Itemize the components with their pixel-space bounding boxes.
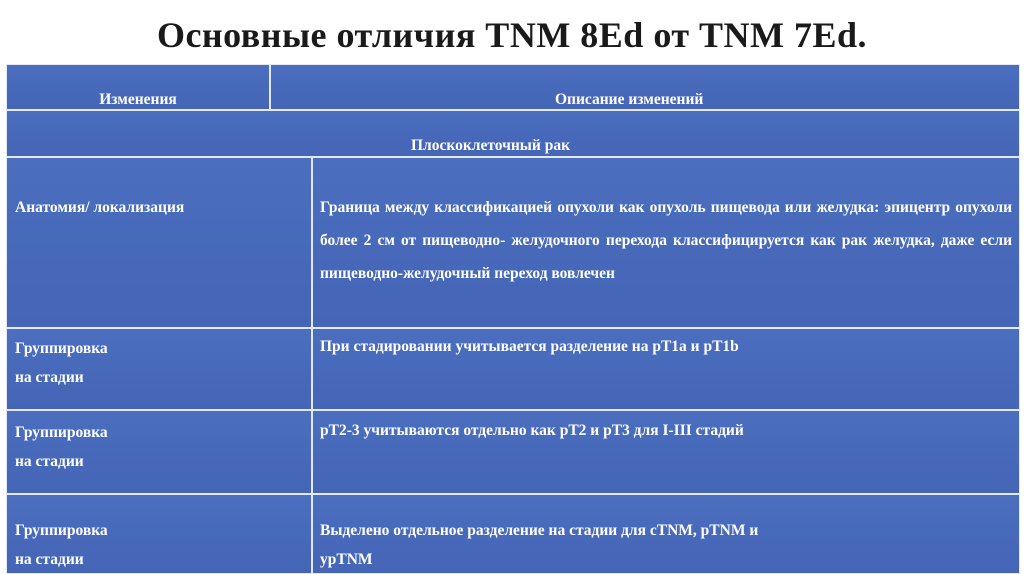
table-row-3-description-cell <box>312 410 1020 494</box>
header-cell-changes <box>6 64 270 110</box>
row-3-change-label <box>15 418 108 476</box>
row-2-description: При стадировании учитывается разделение на pT1a и pT1b <box>320 338 739 355</box>
table-row-2-change-cell <box>6 328 312 410</box>
row-3-description: pT2-3 учитываются отдельно как pT2 и pT3 для I-III стадий <box>320 422 744 439</box>
row-4-description <box>320 516 758 574</box>
row-1-description-text: Граница между классификацией опухоли как опухоль пищевода или желудка: эпицентр опухоли более 2 см от пищеводно- желудочного перехода классифицируется как рак желудка, даже если пищеводно-желудочный переход вовлечен <box>320 199 1012 282</box>
table-row-4-description-cell <box>312 494 1020 574</box>
header-description-label: Описание изменений <box>555 91 704 108</box>
table-row-4-change-cell <box>6 494 312 574</box>
header-changes-label: Изменения <box>99 91 177 108</box>
row-3-change-line-1: Группировка <box>15 424 108 441</box>
row-4-change-line-1: Группировка <box>15 522 108 539</box>
header-cell-description <box>270 64 1020 110</box>
table-row-2-description-cell <box>312 328 1020 410</box>
slide-title: Основные отличия TNM 8Ed от TNM 7Ed. <box>156 15 868 55</box>
comparison-table <box>6 64 1020 574</box>
row-4-change-label <box>15 516 108 574</box>
row-2-change-label <box>15 334 108 392</box>
section-label: Плоскоклеточный рак <box>411 137 571 154</box>
table-row-3-change-cell <box>6 410 312 494</box>
row-3-change-line-2: на стадии <box>15 453 84 470</box>
row-4-change-line-2: на стадии <box>15 551 84 568</box>
row-2-change-line-1: Группировка <box>15 340 108 357</box>
table-row-1-description-cell <box>312 157 1020 328</box>
row-4-description-line-1: Выделено отдельное разделение на стадии для cTNM, pTNM и <box>320 522 759 539</box>
section-row <box>6 110 1020 157</box>
row-1-change-label: Анатомия/ локализация <box>15 199 185 216</box>
table-row-1-change-cell <box>6 157 312 328</box>
row-4-description-line-2: ypTNM <box>320 551 373 568</box>
row-2-change-line-2: на стадии <box>15 369 84 386</box>
row-1-description <box>320 191 1012 290</box>
